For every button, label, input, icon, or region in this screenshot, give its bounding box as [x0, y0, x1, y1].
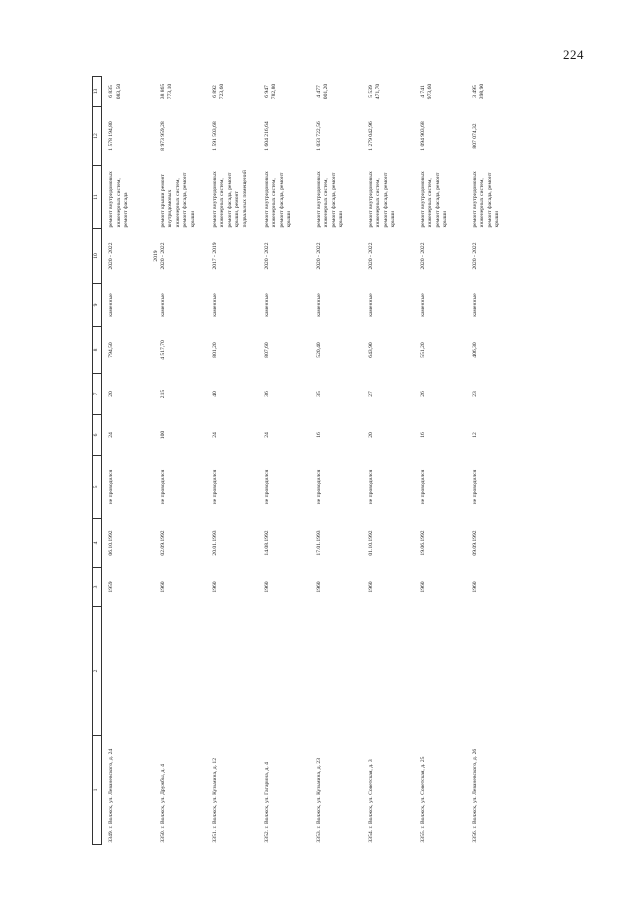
cost-cell: 1 033 722,56: [315, 121, 322, 151]
col6-cell: 24: [108, 432, 114, 438]
housing-repair-table: [92, 76, 518, 845]
material-cell: каменные: [211, 293, 218, 317]
col7-cell: 27: [367, 391, 374, 397]
period-text: 2017 - 2019: [211, 242, 218, 270]
date-cell: 01.10.1992: [367, 530, 374, 556]
works-cell: ремонт внутридомовых инженерных систем, ремонт фасада, ремонт крыши: [315, 171, 345, 228]
year-cell: 1960: [211, 581, 218, 593]
period-cell: [154, 229, 206, 284]
cost-cell: 1 279 042,96: [367, 121, 374, 151]
address-cell: 3355. г. Волжск, ул. Советская, д. 25: [419, 756, 426, 843]
table-body: [102, 77, 518, 845]
works-cell: ремонт внутридомовых инженерных систем, ремонт фасада, ремонт крыши: [263, 171, 293, 228]
year-cell: 1960: [419, 581, 426, 593]
cost-cell: 1 591 503,68: [211, 121, 218, 151]
period-text: 2020 - 2022: [367, 242, 374, 270]
status-cell: не проводился: [108, 469, 114, 505]
address-cell: 3353. г. Волжск, ул. Кузьмина, д. 23: [315, 757, 322, 843]
year-cell: 1959: [108, 581, 114, 593]
period-text: 2020 - 2022: [263, 242, 270, 270]
column-header-5: 5: [93, 456, 102, 519]
material-cell: каменные: [471, 293, 478, 317]
date-cell: 19.06.1992: [419, 530, 426, 556]
column-header-13: 13: [93, 77, 102, 107]
col7-cell: 26: [419, 391, 426, 397]
works-cell: ремонт внутридомовых инженерных систем, ремонт фасада, ремонт крыши: [419, 171, 449, 228]
works-cell: ремонт внутридомовых инженерных систем, ремонт фасада, ремонт крыши, ремонт подвальных помещений: [211, 170, 248, 228]
column-header-6: 6: [93, 415, 102, 456]
rotated-table-container: [92, 83, 512, 845]
table-row: [154, 77, 206, 845]
total-cell: 4 741 973,60: [419, 83, 434, 100]
status-cell: не проводился: [159, 469, 166, 505]
empty-cell: [154, 607, 206, 736]
col6-cell: 16: [315, 432, 322, 438]
empty-cell: [310, 607, 362, 736]
status-cell: не проводился: [211, 469, 218, 505]
column-header-11: 11: [93, 166, 102, 229]
col7-cell: 215: [159, 389, 166, 399]
period-cell: [362, 229, 414, 284]
cost-cell: 1 604 216,64: [263, 121, 270, 151]
material-cell: каменные: [419, 293, 426, 317]
total-cell: 6 947 782,80: [263, 83, 278, 100]
status-cell: не проводился: [367, 469, 374, 505]
col7-cell: 20: [108, 391, 114, 397]
year-cell: 1960: [315, 581, 322, 593]
area-cell: 551,20: [419, 342, 426, 358]
empty-cell: [258, 607, 310, 736]
material-cell: каменные: [263, 293, 270, 317]
column-header-8: 8: [93, 327, 102, 374]
period-cell: [206, 229, 258, 284]
period-cell: [102, 229, 154, 284]
total-cell: 6 892 723,60: [211, 83, 226, 100]
period-text: 2020 - 2022: [315, 242, 322, 270]
status-cell: не проводился: [263, 469, 270, 505]
period-text: 2020 - 2022: [419, 242, 426, 270]
total-cell: 3 495 398,90: [471, 83, 486, 100]
area-cell: 520,40: [315, 342, 322, 358]
period-text: 2020 - 2022: [108, 242, 114, 270]
col7-cell: 36: [263, 391, 270, 397]
col6-cell: 12: [471, 432, 478, 438]
empty-cell: [206, 607, 258, 736]
table-row: [310, 77, 362, 845]
material-cell: каменные: [108, 293, 114, 317]
address-cell: 3354. г. Волжск, ул. Советская, д. 3: [367, 759, 374, 843]
date-cell: 14.08.1992: [263, 530, 270, 556]
year-cell: 1960: [263, 581, 270, 593]
status-cell: не проводился: [419, 469, 426, 505]
column-header-9: 9: [93, 284, 102, 327]
col7-cell: 35: [315, 391, 322, 397]
page-number: 224: [563, 47, 584, 62]
area-cell: 801,20: [211, 342, 218, 358]
period-text: 2020 - 2022: [471, 242, 478, 270]
col6-cell: 20: [367, 432, 374, 438]
year-cell: 1960: [367, 581, 374, 593]
status-cell: не проводился: [315, 469, 322, 505]
period-prior-year: 2019: [152, 250, 159, 262]
col6-cell: 100: [159, 430, 166, 440]
address-cell: 3350. г. Волжск, ул. Дружбы, д. 4: [159, 764, 166, 843]
address-cell: 3349. г. Волжск, ул. Леваневского, д. 24: [108, 748, 114, 843]
area-cell: 4 517,70: [159, 340, 166, 360]
works-cell: ремонт внутридомовых инженерных систем, ремонт фасада: [108, 171, 130, 228]
cost-cell: 8 973 959,28: [159, 121, 166, 151]
year-cell: 1960: [159, 581, 166, 593]
year-cell: 1960: [471, 581, 478, 593]
header-row: [93, 77, 102, 845]
column-header-7: 7: [93, 374, 102, 415]
empty-cell: [466, 607, 518, 736]
column-header-1: 1: [93, 736, 102, 845]
material-cell: каменные: [315, 293, 322, 317]
column-header-4: 4: [93, 519, 102, 568]
col6-cell: 16: [419, 432, 426, 438]
status-cell: не проводился: [471, 469, 478, 505]
area-cell: 807,60: [263, 342, 270, 358]
area-cell: 794,50: [108, 342, 114, 358]
total-cell: 6 835 083,50: [108, 83, 122, 100]
table-row: [206, 77, 258, 845]
works-cell: ремонт внутридомовых инженерных систем, ремонт фасада, ремонт крыши: [471, 171, 501, 228]
table-row: [102, 77, 154, 845]
date-cell: 17.01.1993: [315, 530, 322, 556]
table-row: [258, 77, 310, 845]
total-cell: 5 539 471,70: [367, 83, 382, 100]
cost-cell: 1 578 194,80: [108, 121, 114, 151]
works-cell: ремонт внутридомовых инженерных систем, ремонт фасада, ремонт крыши: [367, 171, 397, 228]
total-cell: 38 865 773,10: [159, 83, 174, 100]
table-row: [466, 77, 518, 845]
cost-cell: 807 074,32: [471, 123, 478, 149]
period-cell: [258, 229, 310, 284]
material-cell: каменные: [159, 293, 166, 317]
area-cell: 406,30: [471, 342, 478, 358]
column-header-3: 3: [93, 568, 102, 607]
empty-cell: [362, 607, 414, 736]
period-cell: [414, 229, 466, 284]
date-cell: 20.01.1993: [211, 530, 218, 556]
total-cell: 4 477 001,20: [315, 83, 330, 100]
empty-cell: [102, 607, 154, 736]
material-cell: каменные: [367, 293, 374, 317]
col7-cell: 23: [471, 391, 478, 397]
period-text: 2020 - 2022: [160, 242, 167, 270]
col7-cell: 40: [211, 391, 218, 397]
address-cell: 3351. г. Волжск, ул. Кузьмина, д. 12: [211, 757, 218, 843]
address-cell: 3352. г. Волжск, ул. Гагарина, д. 4: [263, 762, 270, 843]
col6-cell: 24: [211, 432, 218, 438]
empty-cell: [414, 607, 466, 736]
period-cell: [466, 229, 518, 284]
col6-cell: 24: [263, 432, 270, 438]
works-cell: ремонт крыши ремонт внутридомовых инженерных систем, ремонт фасада, ремонт крыши: [159, 172, 196, 228]
date-cell: 09.09.1992: [471, 530, 478, 556]
cost-cell: 1 094 903,68: [419, 121, 426, 151]
address-cell: 3356. г. Волжск, ул. Леваневского, д. 26: [471, 748, 478, 843]
table-row: [414, 77, 466, 845]
column-header-12: 12: [93, 107, 102, 166]
table-row: [362, 77, 414, 845]
period-cell: [310, 229, 362, 284]
date-cell: 06.10.1992: [108, 530, 114, 556]
column-header-2: 2: [93, 607, 102, 736]
area-cell: 643,90: [367, 342, 374, 358]
date-cell: 02.09.1992: [159, 530, 166, 556]
column-header-10: 10: [93, 229, 102, 284]
